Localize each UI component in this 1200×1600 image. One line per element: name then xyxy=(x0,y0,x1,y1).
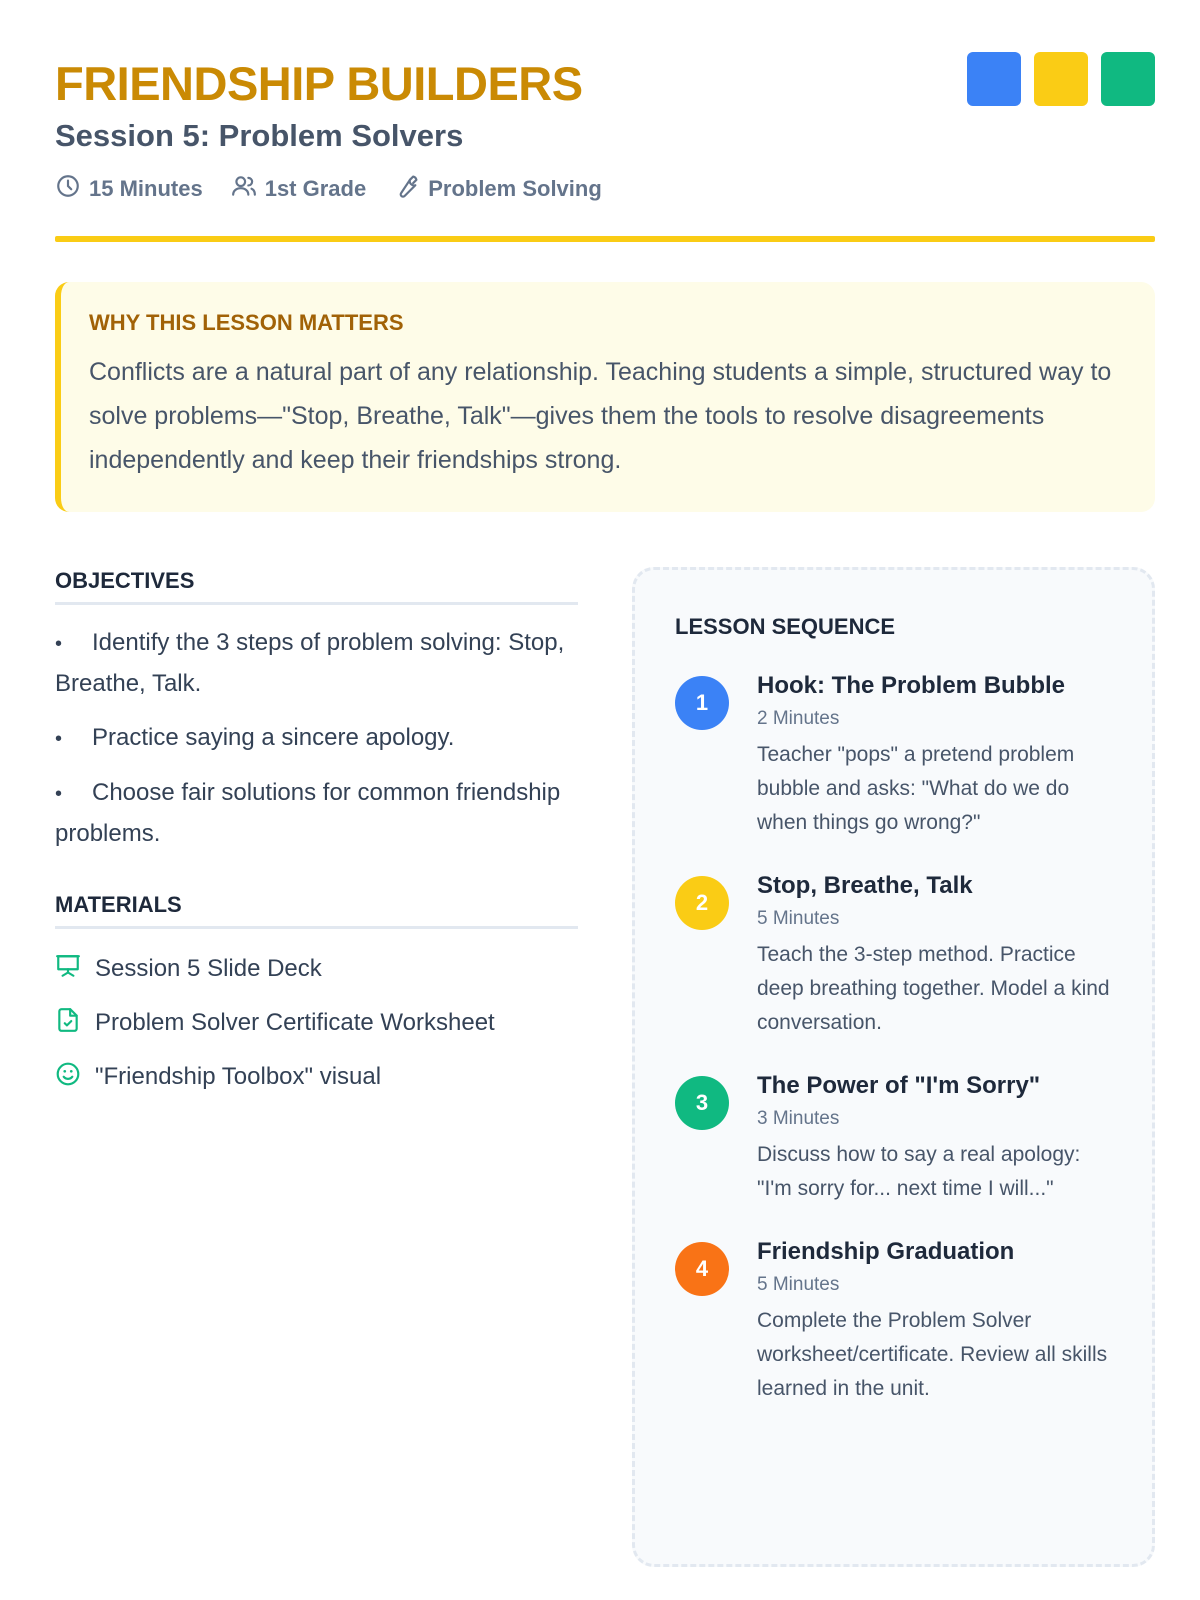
meta-duration xyxy=(55,173,203,205)
step-title: Stop, Breathe, Talk xyxy=(757,872,973,899)
list-item xyxy=(55,623,578,704)
step-duration: 3 Minutes xyxy=(757,1108,840,1129)
swatch-blue xyxy=(967,52,1021,106)
step-number-badge: 2 xyxy=(675,876,729,930)
smiley-icon xyxy=(55,1061,81,1094)
lesson-page xyxy=(55,0,1155,1600)
materials-heading: MATERIALS xyxy=(55,892,578,929)
users-icon xyxy=(231,173,257,205)
sequence-heading: LESSON SEQUENCE xyxy=(675,614,896,639)
header-divider xyxy=(55,236,1155,242)
step-title: The Power of "I'm Sorry" xyxy=(757,1072,1041,1099)
sequence-step xyxy=(675,1236,1112,1406)
list-item xyxy=(55,1057,578,1097)
why-callout xyxy=(55,282,1155,512)
step-duration: 2 Minutes xyxy=(757,708,840,729)
step-duration: 5 Minutes xyxy=(757,1274,840,1295)
color-swatches xyxy=(967,52,1155,106)
lesson-sequence-panel xyxy=(632,567,1155,1567)
wrench-icon xyxy=(394,173,420,205)
objectives-section xyxy=(55,568,578,854)
step-title: Hook: The Problem Bubble xyxy=(757,672,1066,699)
step-description: Complete the Problem Solver worksheet/certificate. Review all skills learned in the unit. xyxy=(757,1309,1108,1400)
meta-grade-label: 1st Grade xyxy=(264,176,367,201)
sequence-step xyxy=(675,870,1112,1040)
session-title: Session 5: Problem Solvers xyxy=(55,118,464,153)
left-column xyxy=(55,568,578,1111)
materials-section xyxy=(55,892,578,1097)
material-label: "Friendship Toolbox" visual xyxy=(95,1063,382,1090)
program-title: FRIENDSHIP BUILDERS xyxy=(55,57,583,110)
material-label: Problem Solver Certificate Worksheet xyxy=(95,1009,495,1036)
sequence-step xyxy=(675,1070,1112,1206)
swatch-green xyxy=(1101,52,1155,106)
swatch-yellow xyxy=(1034,52,1088,106)
list-item xyxy=(55,1003,578,1043)
presentation-icon xyxy=(55,953,81,986)
step-description: Teach the 3-step method. Practice deep breathing together. Model a kind conversation. xyxy=(757,943,1110,1034)
lesson-meta xyxy=(55,175,602,203)
meta-topic-label: Problem Solving xyxy=(428,176,602,201)
objective-text: Practice saying a sincere apology. xyxy=(92,724,455,751)
step-title: Friendship Graduation xyxy=(757,1238,1015,1265)
objectives-heading: OBJECTIVES xyxy=(55,568,578,605)
material-label: Session 5 Slide Deck xyxy=(95,955,322,982)
objective-text: Choose fair solutions for common friendship problems. xyxy=(55,779,561,847)
step-description: Teacher "pops" a pretend problem bubble and asks: "What do we do when things go wrong?" xyxy=(757,743,1075,834)
meta-grade xyxy=(231,173,367,205)
lesson-header xyxy=(55,52,1155,242)
list-item xyxy=(55,773,578,854)
list-item xyxy=(55,949,578,989)
why-heading: WHY THIS LESSON MATTERS xyxy=(89,310,404,335)
bullet-icon: • xyxy=(55,728,63,750)
document-check-icon xyxy=(55,1007,81,1040)
step-number-badge: 1 xyxy=(675,676,729,730)
why-body: Conflicts are a natural part of any relationship. Teaching students a simple, structured way to solve problems—"Stop, Breathe, Talk"—gives them the tools to resolve disagreements independently and keep their friendships strong. xyxy=(89,358,1112,474)
materials-list xyxy=(55,949,578,1097)
list-item xyxy=(55,718,578,759)
meta-duration-label: 15 Minutes xyxy=(89,176,203,201)
bullet-icon: • xyxy=(55,783,63,805)
step-number-badge: 3 xyxy=(675,1076,729,1130)
step-description: Discuss how to say a real apology: "I'm sorry for... next time I will..." xyxy=(757,1143,1081,1200)
step-number-badge: 4 xyxy=(675,1242,729,1296)
step-duration: 5 Minutes xyxy=(757,908,840,929)
meta-topic xyxy=(394,173,602,205)
bullet-icon: • xyxy=(55,633,63,655)
objective-text: Identify the 3 steps of problem solving: Stop, Breathe, Talk. xyxy=(55,629,565,697)
sequence-step xyxy=(675,670,1112,840)
objectives-list xyxy=(55,623,578,854)
clock-icon xyxy=(55,173,81,205)
